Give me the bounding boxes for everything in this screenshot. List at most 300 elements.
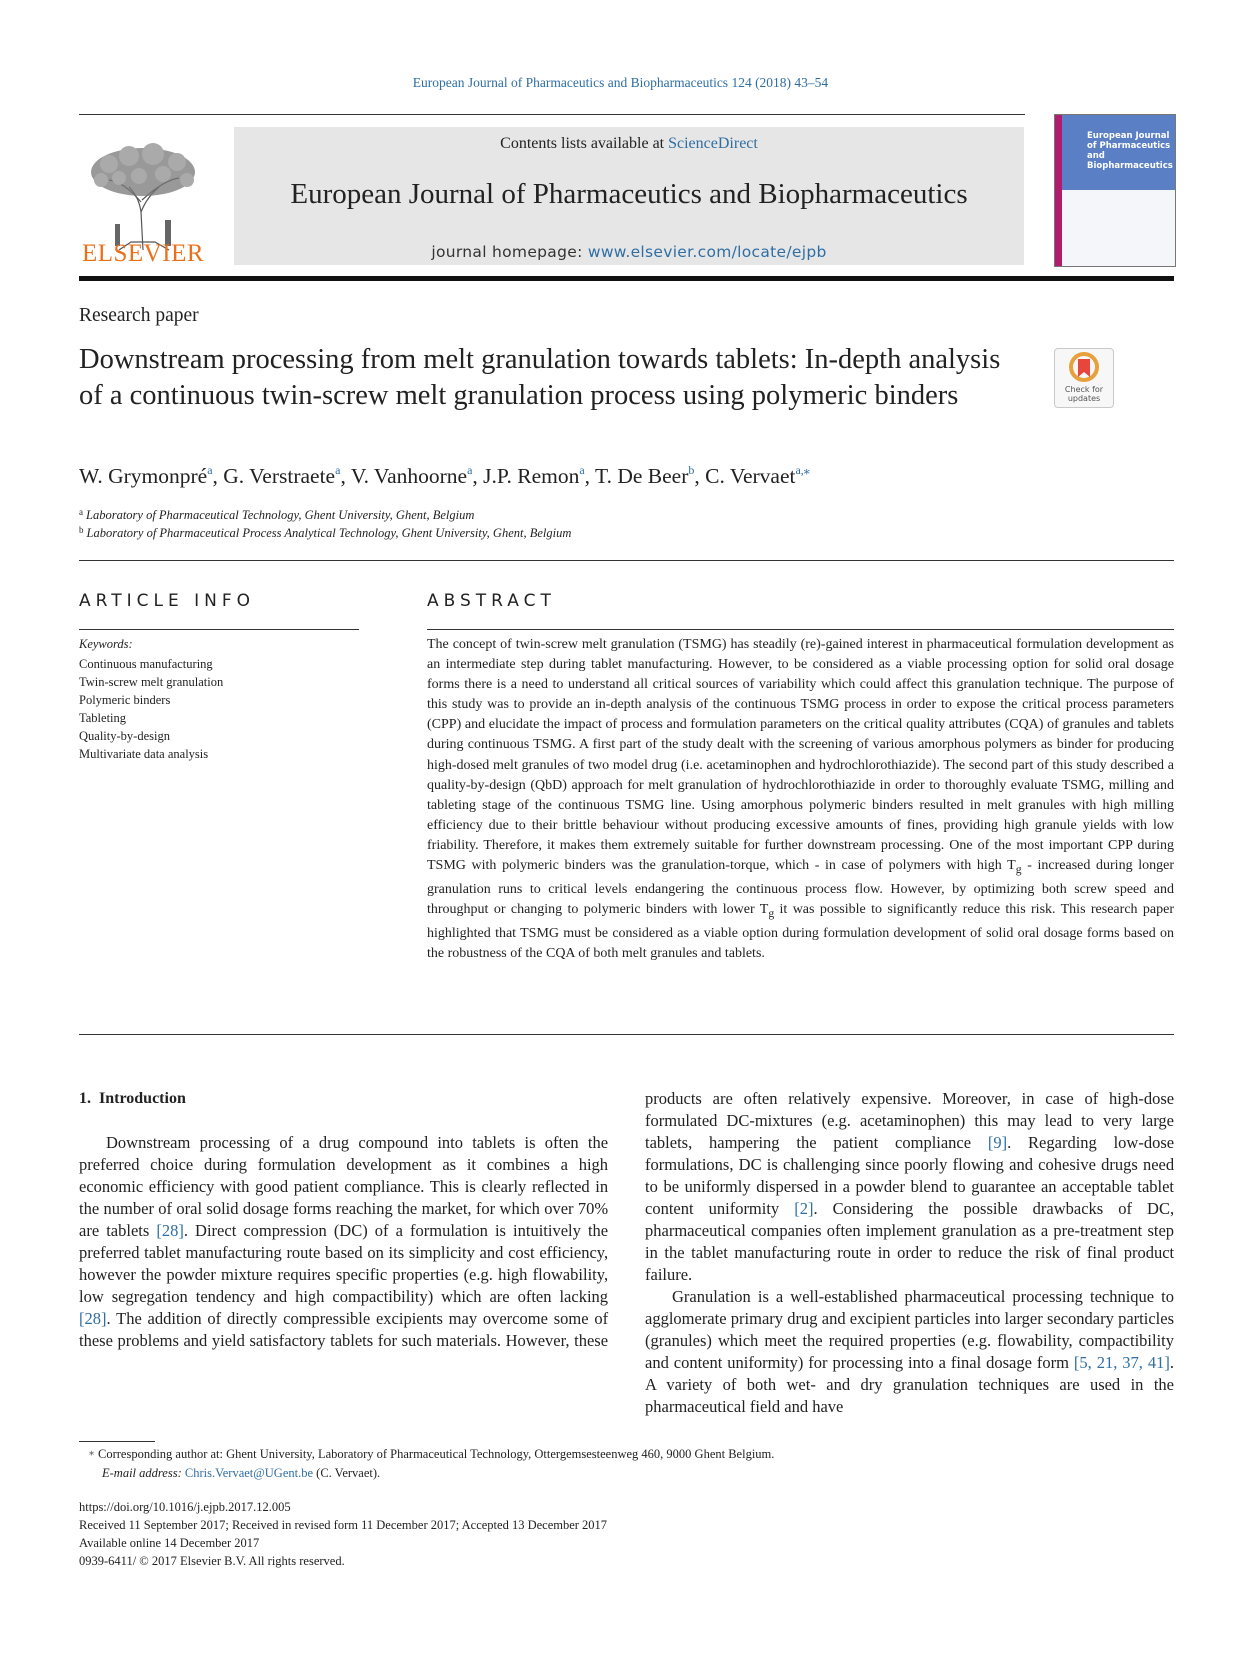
text-run: route <box>286 1243 321 1262</box>
text-run: possible <box>963 1199 1018 1218</box>
text-run: reduce <box>957 1243 1002 1262</box>
text-run: formulation <box>257 1155 336 1174</box>
text-run: materials. <box>436 1331 502 1350</box>
text-run: lacking <box>559 1287 609 1306</box>
body-paragraph <box>79 1132 608 1352</box>
text-run: pre-treatment <box>1053 1221 1143 1240</box>
text-run <box>932 1243 939 1262</box>
text-run: need <box>1142 1155 1175 1174</box>
reference-link[interactable]: [9] <box>987 1133 1008 1152</box>
text-run: for <box>377 1331 398 1350</box>
text-run: directly <box>226 1309 278 1328</box>
text-run: the <box>1008 1243 1029 1262</box>
text-run: blend <box>910 1177 948 1196</box>
text-run: some <box>553 1309 589 1328</box>
text-run <box>476 1155 487 1174</box>
received-dates: Received 11 September 2017; Received in revised form 11 December 2017; Accepted 13 December 2017 <box>79 1518 608 1532</box>
text-run: its <box>388 1243 405 1262</box>
text-run: tendency <box>195 1287 256 1306</box>
affiliation-label: a <box>79 507 83 517</box>
text-run <box>1011 1133 1028 1152</box>
text-run <box>1074 1089 1085 1108</box>
text-run: processing <box>199 1133 271 1152</box>
text-run: patient <box>833 1133 879 1152</box>
abstract-text <box>427 635 1174 964</box>
text-run <box>536 1133 545 1152</box>
text-run <box>568 1155 579 1174</box>
text-run <box>998 1111 1007 1130</box>
text-run: route <box>837 1243 872 1262</box>
footnote-rule <box>79 1441 155 1442</box>
email-link[interactable]: Chris.Vervaet@UGent.be <box>184 1466 314 1480</box>
text-run: formulated <box>645 1111 718 1130</box>
text-run: the <box>397 1199 418 1218</box>
text-run <box>878 1133 895 1152</box>
text-run: in <box>1021 1089 1035 1108</box>
text-run: is <box>766 1155 778 1174</box>
keyword-list <box>79 655 223 763</box>
affiliation-marker[interactable]: a,⁎ <box>795 463 810 477</box>
text-run: risk <box>1035 1243 1060 1262</box>
affiliation-marker[interactable]: b <box>688 463 695 477</box>
text-run: . <box>1007 1133 1012 1152</box>
text-run: product <box>1123 1243 1175 1262</box>
text-run <box>310 1133 319 1152</box>
text-run: reaching <box>335 1199 393 1218</box>
text-run <box>389 1221 396 1240</box>
keyword: Polymeric binders <box>79 693 171 707</box>
text-run <box>971 1133 988 1152</box>
text-run: DC-mixtures <box>726 1111 813 1130</box>
affiliation-marker[interactable]: a <box>579 463 585 477</box>
text-run <box>433 1287 441 1306</box>
text-run: of <box>1118 1199 1132 1218</box>
text-run <box>506 1221 513 1240</box>
text-run: 70% <box>577 1199 609 1218</box>
author-name: V. Vanhoorne <box>350 464 468 488</box>
footnote-marker: ⁎ <box>89 1447 94 1458</box>
text-run: Granulation is a well-established pharmaceutical processing technique to agglomerate primary drug and excipient particles into larger secondary particles (granules) which meet the required properties (e.g. flowability, compactibility and content uniformity) for processing into a final dosage form <box>645 1287 1174 1372</box>
text-run <box>1098 1089 1109 1108</box>
text-run: preferred <box>79 1155 140 1174</box>
corresponding-author-note <box>89 1447 774 1462</box>
text-run: hampering <box>709 1133 780 1152</box>
contents-prefix: Contents lists available at <box>500 135 669 152</box>
text-run: the <box>141 1265 162 1284</box>
text-run <box>1011 1089 1022 1108</box>
body-paragraph <box>645 1286 1174 1418</box>
text-run: acetaminophen) <box>859 1111 966 1130</box>
text-run: failure. <box>645 1265 693 1284</box>
text-run: tablet <box>1137 1177 1175 1196</box>
text-run: since <box>865 1155 900 1174</box>
text-run: high <box>295 1287 325 1306</box>
cover-accent-bar <box>1055 115 1062 266</box>
text-run: often <box>517 1287 552 1306</box>
text-run: compressible <box>283 1309 371 1328</box>
text-run: drug <box>318 1133 350 1152</box>
text-run: good <box>255 1177 289 1196</box>
contents-line <box>234 135 1024 153</box>
text-run: implement <box>865 1221 937 1240</box>
text-run: tablets <box>472 1133 516 1152</box>
body-column-left <box>79 1088 608 1352</box>
text-run <box>1132 1111 1141 1130</box>
text-run: flowability, <box>532 1265 609 1284</box>
text-run <box>702 1089 713 1108</box>
text-run: tablets, <box>645 1133 693 1152</box>
author-name: J.P. Remon <box>483 464 580 488</box>
text-run: problems <box>117 1331 179 1350</box>
text-run: This <box>429 1177 460 1196</box>
text-run: specific <box>335 1265 388 1284</box>
text-run: tablet <box>691 1243 728 1262</box>
text-run: simplicity <box>408 1243 475 1262</box>
text-run <box>817 1133 834 1152</box>
text-run: compression <box>243 1221 327 1240</box>
text-run: manufacturing <box>185 1243 282 1262</box>
text-run: market, <box>421 1199 472 1218</box>
journal-cover-thumbnail[interactable] <box>1054 114 1176 267</box>
check-for-updates-badge[interactable] <box>1054 348 1114 408</box>
text-run <box>188 1287 196 1306</box>
text-run: powder <box>166 1265 216 1284</box>
text-run: of <box>207 1309 222 1328</box>
text-run: drugs <box>1101 1155 1138 1174</box>
reference-link[interactable]: [5, 21, 37, 41] <box>1073 1353 1170 1372</box>
author-name: G. Verstraete <box>223 464 336 488</box>
reference-link[interactable]: [28] <box>79 1309 107 1328</box>
text-run <box>1036 1111 1045 1130</box>
text-run: of <box>1066 1243 1081 1262</box>
text-run: Moreover, <box>942 1089 1011 1108</box>
text-run <box>780 1133 797 1152</box>
text-run <box>1034 1089 1045 1108</box>
text-run: (e.g. <box>821 1111 851 1130</box>
text-run <box>851 1089 862 1108</box>
text-run <box>818 1199 833 1218</box>
text-run: in <box>877 1243 891 1262</box>
text-run: high <box>498 1265 528 1284</box>
text-run <box>428 1133 437 1152</box>
text-run: order <box>897 1243 932 1262</box>
text-run: pharmaceutical <box>645 1221 746 1240</box>
section-title: Introduction <box>99 1090 186 1107</box>
text-run <box>932 1089 943 1108</box>
top-rule <box>79 114 1025 115</box>
text-run: combines <box>486 1155 550 1174</box>
text-run <box>432 1155 443 1174</box>
text-run: case <box>1045 1089 1074 1108</box>
header-thick-rule <box>79 276 1174 281</box>
text-run: is <box>524 1133 536 1152</box>
text-run: which <box>441 1287 482 1306</box>
text-run <box>1080 1243 1087 1262</box>
text-run: the <box>664 1243 685 1262</box>
text-run: uniformly <box>684 1177 751 1196</box>
abstract-part: - increased during longer granulation runs to critical levels endangering the continuous process flow. However, by optimizing both screw speed and throughput or changing to polymeric binders with lower T <box>427 858 1174 918</box>
affiliation-marker[interactable]: a <box>467 463 473 477</box>
text-run: . A variety of both wet- and dry granulation techniques are used in the pharmaceutical field and have <box>645 1353 1174 1416</box>
homepage-link[interactable]: www.elsevier.com/locate/ejpb <box>587 243 827 261</box>
text-run: are <box>712 1089 733 1108</box>
text-run: manufacturing <box>734 1243 831 1262</box>
text-run <box>579 1133 588 1152</box>
text-run <box>510 1287 518 1306</box>
text-run: forms <box>293 1199 332 1218</box>
text-run: a <box>842 1177 850 1196</box>
text-run: often <box>743 1089 778 1108</box>
text-run: clearly <box>481 1177 527 1196</box>
text-run <box>463 1133 472 1152</box>
keyword: Continuous manufacturing <box>79 657 213 671</box>
text-run: guarantee <box>971 1177 1036 1196</box>
text-run: satisfactory <box>249 1331 326 1350</box>
text-run: intuitively <box>513 1221 581 1240</box>
text-run: patient <box>293 1177 339 1196</box>
journal-citation[interactable]: European Journal of Pharmaceutics and Biopharmaceutics 124 (2018) 43–54 <box>412 75 829 90</box>
text-run: is <box>464 1177 476 1196</box>
text-run <box>1018 1199 1033 1218</box>
text-run: compactibility) <box>332 1287 434 1306</box>
text-run <box>1094 1111 1103 1130</box>
text-run: granulation <box>941 1221 1017 1240</box>
text-run: reflected <box>531 1177 590 1196</box>
text-run <box>287 1287 295 1306</box>
text-run: requires <box>277 1265 331 1284</box>
paper-title: Downstream processing from melt granulation towards tablets: In-depth analysis of a continuous twin-screw melt granulation process using polymeric binders <box>79 344 1001 411</box>
text-run <box>692 1133 709 1152</box>
paper-type: Research paper <box>79 305 199 326</box>
text-run: in <box>595 1177 609 1196</box>
text-run <box>368 1221 375 1240</box>
text-run: powder <box>855 1177 905 1196</box>
author-name: W. Grymonpré <box>79 464 208 488</box>
text-run: for <box>475 1199 496 1218</box>
text-run: solid <box>206 1199 239 1218</box>
text-run <box>694 1199 709 1218</box>
text-run: in <box>645 1243 658 1262</box>
text-run: a <box>395 1221 403 1240</box>
affiliation-text: Laboratory of Pharmaceutical Process Analytical Technology, Ghent University, Ghent, Belgium <box>86 526 572 540</box>
text-run: flowing <box>952 1155 1004 1174</box>
body-column-right <box>645 1088 1174 1418</box>
bookmark-icon <box>1055 349 1113 385</box>
text-run: of <box>158 1199 173 1218</box>
author-name: T. De Beer <box>595 464 689 488</box>
article-info-rule <box>79 629 359 630</box>
text-run: are <box>79 1221 100 1240</box>
text-run: and <box>263 1287 288 1306</box>
text-run: lead <box>1044 1111 1073 1130</box>
journal-name: European Journal of Pharmaceutics and Biopharmaceutics <box>290 178 968 210</box>
text-run: The <box>116 1309 142 1328</box>
text-run: a <box>302 1133 310 1152</box>
text-run: final <box>1086 1243 1118 1262</box>
text-run: high <box>578 1155 609 1174</box>
keyword: Tableting <box>79 711 127 725</box>
text-run: and <box>479 1243 504 1262</box>
text-run: mixture <box>221 1265 273 1284</box>
keyword: Quality-by-design <box>79 729 170 743</box>
text-run: content <box>645 1199 694 1218</box>
journal-masthead <box>234 127 1024 265</box>
text-run: these <box>574 1331 609 1350</box>
text-run: . <box>183 1221 188 1240</box>
text-run: very <box>1102 1111 1133 1130</box>
text-run: step <box>1147 1221 1175 1240</box>
affiliation-marker[interactable]: a <box>207 463 213 477</box>
author-list: W. Grymonpré$^a$, G. Verstraete$^a$, V. Vanhoorne$^a$, J.P. Remon$^a$, T. De Beer$^b$, C. Vervaet$^{a,⁎}$ <box>79 463 810 488</box>
text-run: to <box>952 1177 966 1196</box>
text-run: companies <box>750 1221 822 1240</box>
text-run: efficiency <box>148 1177 215 1196</box>
abstract-part: it was possible to significantly reduce this risk. This research paper highlighted that TSMG must be considered as a viable option during formulation development of solid oral dosage forms based on the robustness of the CQA of both melt granules and tablets. <box>427 902 1174 961</box>
section-heading <box>79 1088 608 1110</box>
email-suffix: (C. Vervaet). <box>313 1466 381 1480</box>
text-run: may <box>1007 1111 1036 1130</box>
text-run: yield <box>211 1331 245 1350</box>
text-run: preferred <box>79 1243 140 1262</box>
text-run: low <box>79 1287 104 1306</box>
keyword: Multivariate data analysis <box>79 747 209 761</box>
text-run <box>777 1089 788 1108</box>
text-run: relatively <box>788 1089 851 1108</box>
divider-rule <box>79 1034 1174 1035</box>
affiliation-label: b <box>79 525 84 535</box>
text-run <box>779 1199 794 1218</box>
text-run: drawbacks <box>1032 1199 1104 1218</box>
footnote-text: Corresponding author at: Ghent University, Laboratory of Pharmaceutical Technology, Ottergemsesteenweg 460, 9000 Ghent Belgium. <box>98 1447 775 1461</box>
text-run: often <box>826 1221 861 1240</box>
text-run: on <box>367 1243 384 1262</box>
doi-link[interactable]: https://doi.org/10.1016/j.ejpb.2017.12.005 <box>79 1500 291 1514</box>
text-run: addition <box>147 1309 202 1328</box>
text-run: challenging <box>783 1155 860 1174</box>
text-run: cost <box>508 1243 535 1262</box>
homepage-prefix: journal homepage: <box>431 243 588 261</box>
text-run: DC, <box>1147 1199 1175 1218</box>
text-run: cohesive <box>1038 1155 1096 1174</box>
text-run: the <box>796 1133 817 1152</box>
text-run <box>550 1155 561 1174</box>
text-run: . <box>106 1309 111 1328</box>
affiliation-a <box>79 508 474 523</box>
text-run: and <box>183 1331 208 1350</box>
text-run: number <box>103 1199 154 1218</box>
text-run <box>871 1243 878 1262</box>
subscript-g: g <box>1015 862 1022 876</box>
text-run: of <box>1084 1089 1099 1108</box>
text-run: this <box>974 1111 999 1130</box>
body-paragraph-continued <box>645 1088 1174 1286</box>
affiliation-text: Laboratory of Pharmaceutical Technology, Ghent University, Ghent, Belgium <box>86 508 475 522</box>
text-run: Direct <box>195 1221 237 1240</box>
text-run <box>139 1155 150 1174</box>
text-run: based <box>325 1243 363 1262</box>
homepage-line <box>234 243 1024 261</box>
text-run: DC <box>738 1155 762 1174</box>
text-run: formulation <box>410 1221 488 1240</box>
text-run: properties <box>392 1265 459 1284</box>
text-run <box>949 1199 964 1218</box>
text-run: as <box>1021 1221 1036 1240</box>
text-run <box>965 1111 974 1130</box>
text-run: formulations, <box>645 1155 734 1174</box>
text-run: of <box>594 1309 609 1328</box>
text-run: Downstream <box>106 1133 191 1152</box>
text-run <box>193 1155 204 1174</box>
text-run: into <box>437 1133 463 1152</box>
text-run <box>515 1133 524 1152</box>
text-run: poorly <box>904 1155 948 1174</box>
text-run <box>456 1155 467 1174</box>
sciencedirect-link[interactable]: ScienceDirect <box>668 135 758 152</box>
text-run <box>293 1133 302 1152</box>
text-run: during <box>203 1155 248 1174</box>
text-run: oral <box>176 1199 203 1218</box>
text-run: which <box>499 1199 540 1218</box>
online-date: Available online 14 December 2017 <box>79 1536 260 1550</box>
text-run: however <box>79 1265 136 1284</box>
check-updates-label: Check for updates <box>1064 385 1104 403</box>
text-run: dosage <box>242 1199 289 1218</box>
text-run <box>190 1133 199 1152</box>
reference-link[interactable]: [28] <box>156 1221 184 1240</box>
text-run: uniformity <box>708 1199 780 1218</box>
subscript-g: g <box>768 906 775 920</box>
text-run: . <box>813 1199 818 1218</box>
affiliation-marker[interactable]: a <box>335 463 341 477</box>
text-run <box>733 1089 744 1108</box>
text-run: are <box>489 1287 510 1306</box>
text-run: development <box>346 1155 432 1174</box>
copyright: 0939-6411/ © 2017 Elsevier B.V. All rights reserved. <box>79 1554 345 1568</box>
reference-link[interactable]: [2] <box>794 1199 814 1218</box>
email-note <box>102 1466 380 1481</box>
text-run <box>403 1221 410 1240</box>
text-run: may <box>448 1309 478 1328</box>
text-run: low-dose <box>1113 1133 1175 1152</box>
text-run: segregation <box>111 1287 188 1306</box>
text-run <box>104 1287 112 1306</box>
keyword: Twin-screw melt granulation <box>79 675 224 689</box>
text-run: tablet <box>144 1243 181 1262</box>
text-run <box>1103 1199 1118 1218</box>
text-run: it <box>466 1155 476 1174</box>
text-run: high-dose <box>1109 1089 1175 1108</box>
text-run: often <box>544 1133 579 1152</box>
text-run: Considering <box>832 1199 914 1218</box>
text-run: be <box>663 1177 680 1196</box>
text-run: the <box>79 1199 100 1218</box>
text-run: of <box>374 1221 389 1240</box>
text-run: acceptable <box>1062 1177 1132 1196</box>
text-run: and <box>1009 1155 1033 1174</box>
text-run: a <box>560 1155 568 1174</box>
text-run: products <box>645 1089 702 1108</box>
text-run: as <box>442 1155 457 1174</box>
cover-title: European Journal of Pharmaceutics and Biopharmaceutics <box>1087 131 1173 171</box>
body-paragraph <box>645 1088 1174 1286</box>
text-run <box>270 1133 279 1152</box>
text-run: compliance <box>895 1133 972 1152</box>
text-run <box>1097 1133 1114 1152</box>
text-run <box>813 1111 822 1130</box>
text-run <box>913 1199 928 1218</box>
abstract-heading: ABSTRACT <box>427 591 556 611</box>
text-run: the <box>587 1221 609 1240</box>
